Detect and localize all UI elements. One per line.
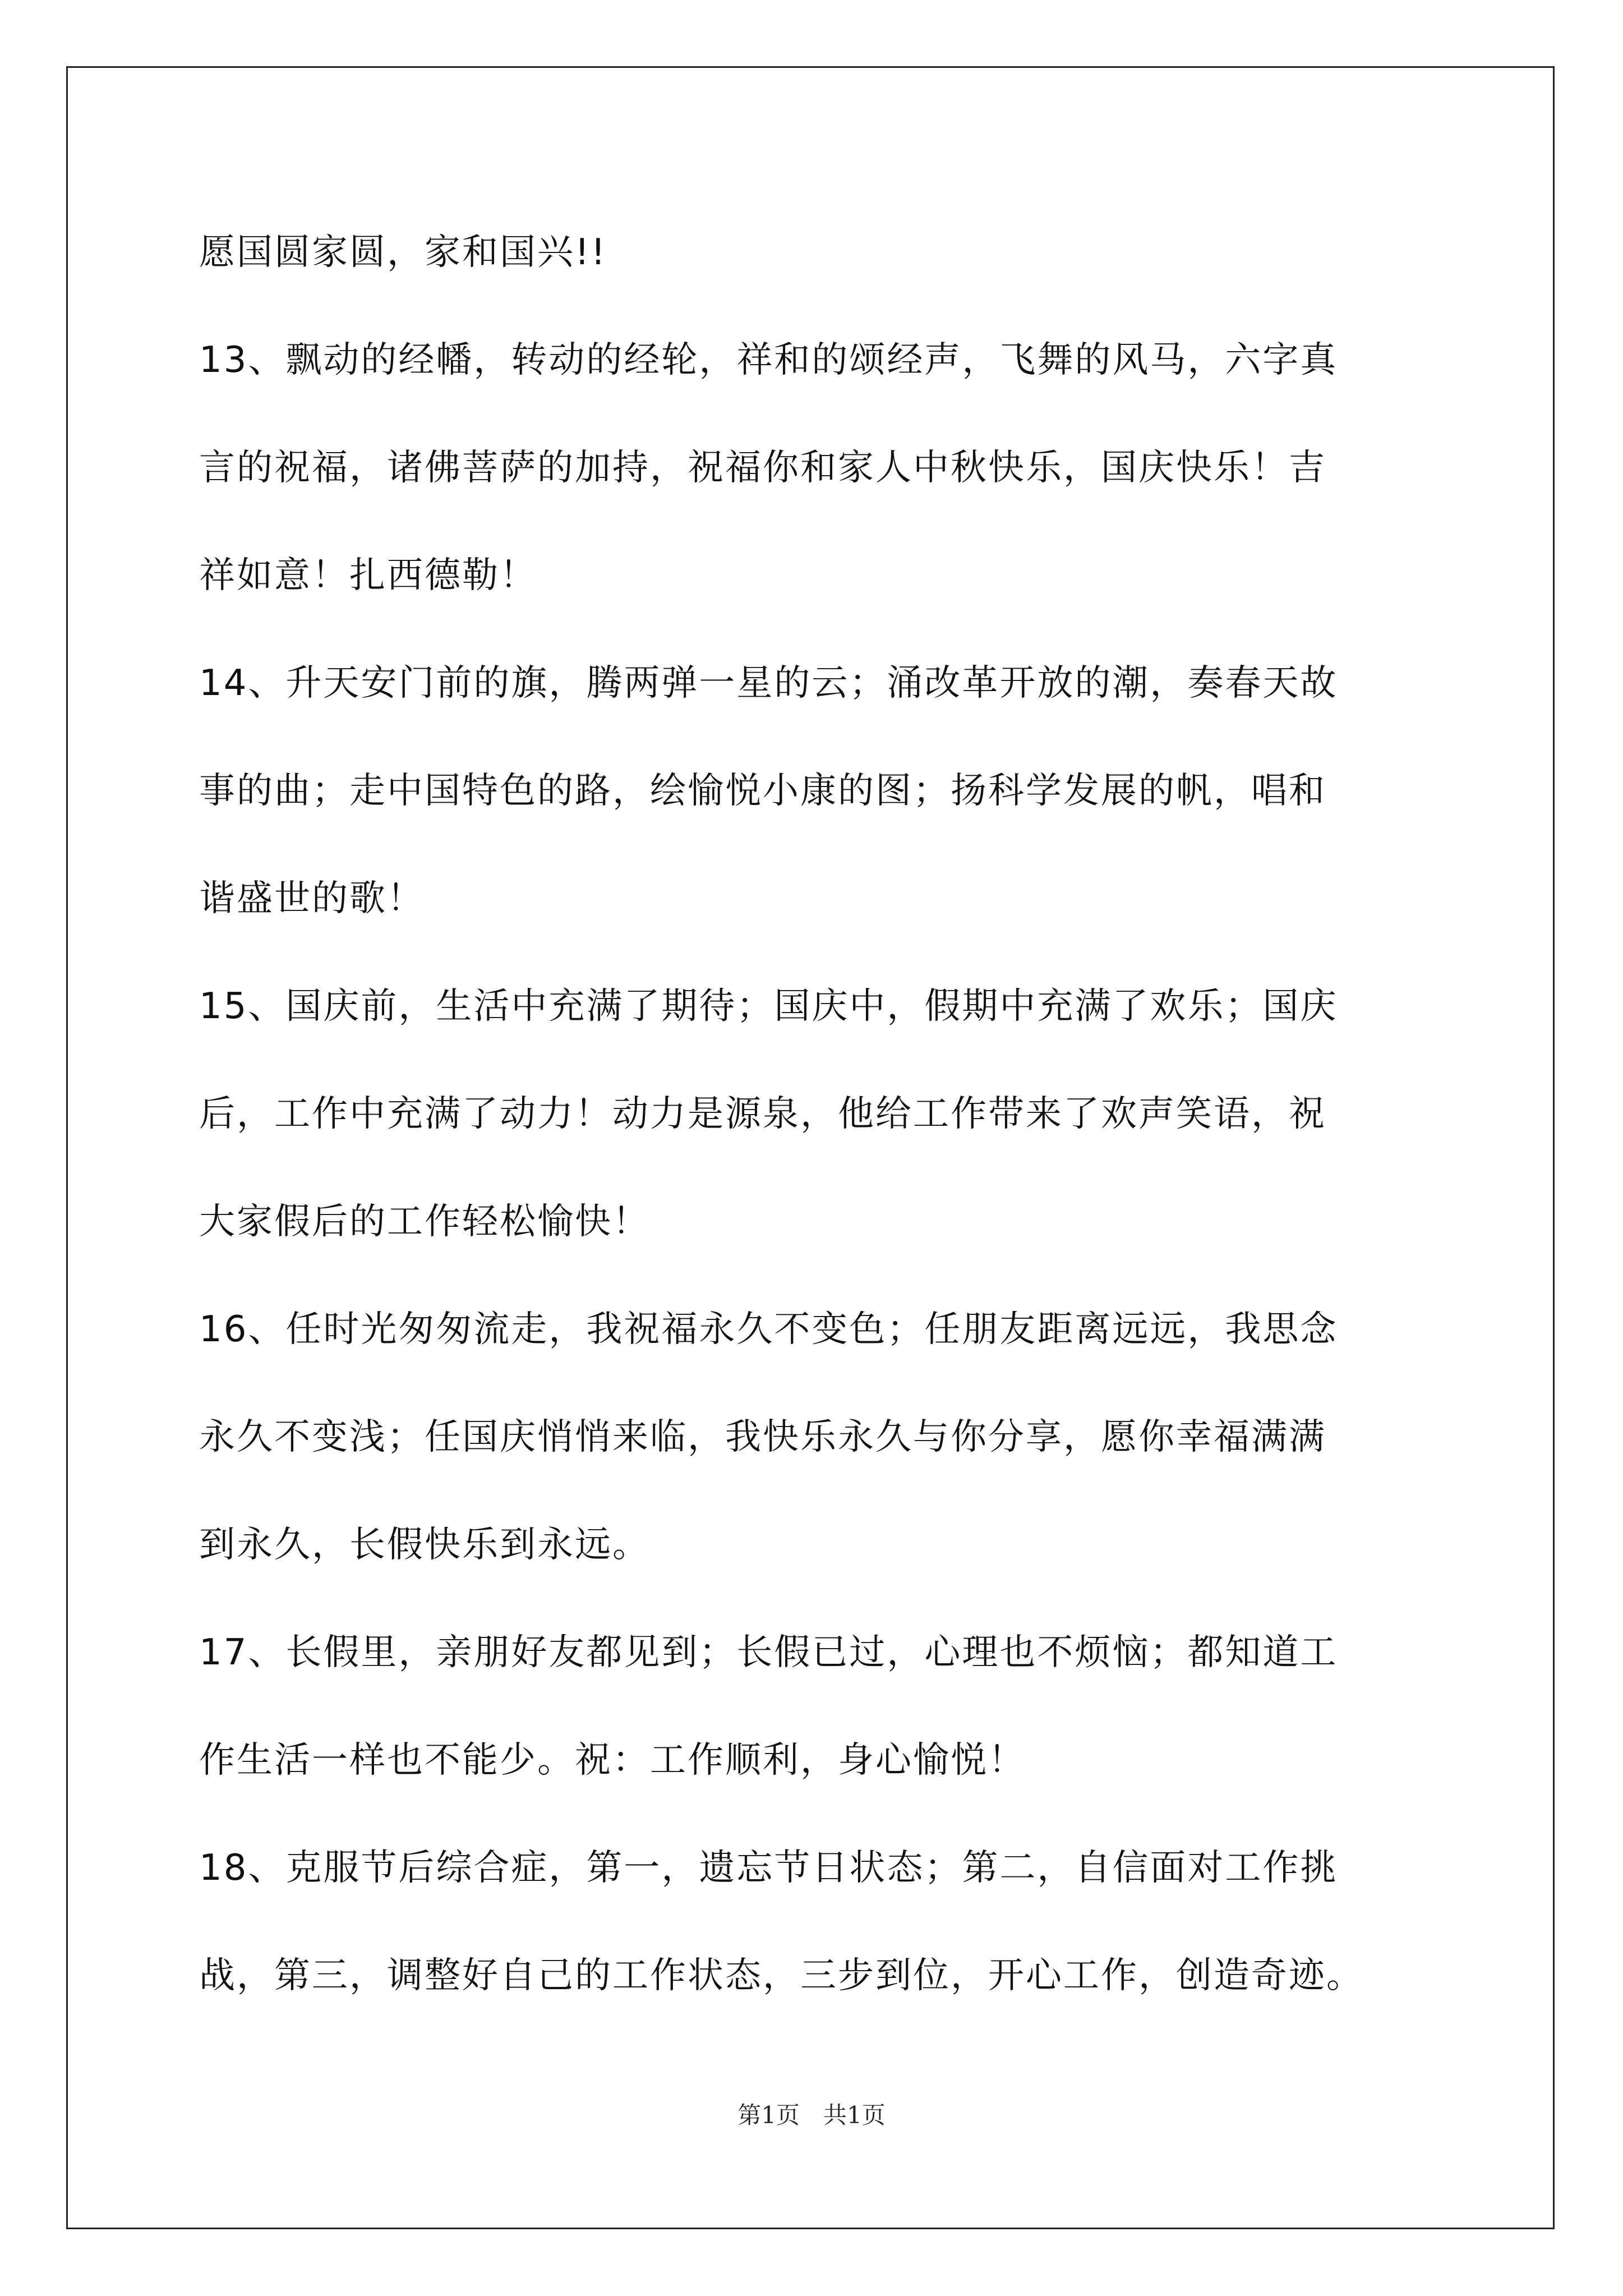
text-line: 言的祝福，诸佛菩萨的加持，祝福你和家人中秋快乐，国庆快乐！吉 [199,447,1326,489]
text-line: 17、长假里，亲朋好友都见到；长假已过，心理也不烦恼；都知道工 [199,1632,1338,1673]
text-line: 大家假后的工作轻松愉快！ [199,1201,650,1243]
text-line: 永久不变浅；任国庆悄悄来临，我快乐永久与你分享，愿你幸福满满 [199,1416,1326,1458]
document-body [199,219,1427,2050]
text-line: 14、升天安门前的旗，腾两弹一星的云；涌改革开放的潮，奏春天故 [199,662,1338,704]
text-line: 15、国庆前，生活中充满了期待；国庆中，假期中充满了欢乐；国庆 [199,986,1338,1027]
text-line: 战，第三，调整好自己的工作状态，三步到位，开心工作，创造奇迹。 [199,1955,1364,1996]
text-line: 事的曲；走中国特色的路，绘愉悦小康的图；扬科学发展的帆，唱和 [199,770,1326,812]
text-line: 到永久，长假快乐到永远。 [199,1524,650,1566]
text-line: 谐盛世的歌！ [199,878,425,919]
page-footer: 第1页 共1页 [737,2101,886,2129]
text-line: 18、克服节后综合症，第一，遗忘节日状态；第二，自信面对工作挑 [199,1847,1338,1889]
text-line: 13、飘动的经幡，转动的经轮，祥和的颂经声，飞舞的风马，六字真 [199,339,1338,381]
text-line: 祥如意！扎西德勒！ [199,555,537,596]
text-line: 愿国圆家圆，家和国兴!! [199,232,607,273]
text-line: 作生活一样也不能少。祝：工作顺利，身心愉悦！ [199,1740,1026,1781]
text-line: 后，工作中充满了动力！动力是源泉，他给工作带来了欢声笑语，祝 [199,1093,1326,1135]
text-line: 16、任时光匆匆流走，我祝福永久不变色；任朋友距离远远，我思念 [199,1309,1338,1350]
